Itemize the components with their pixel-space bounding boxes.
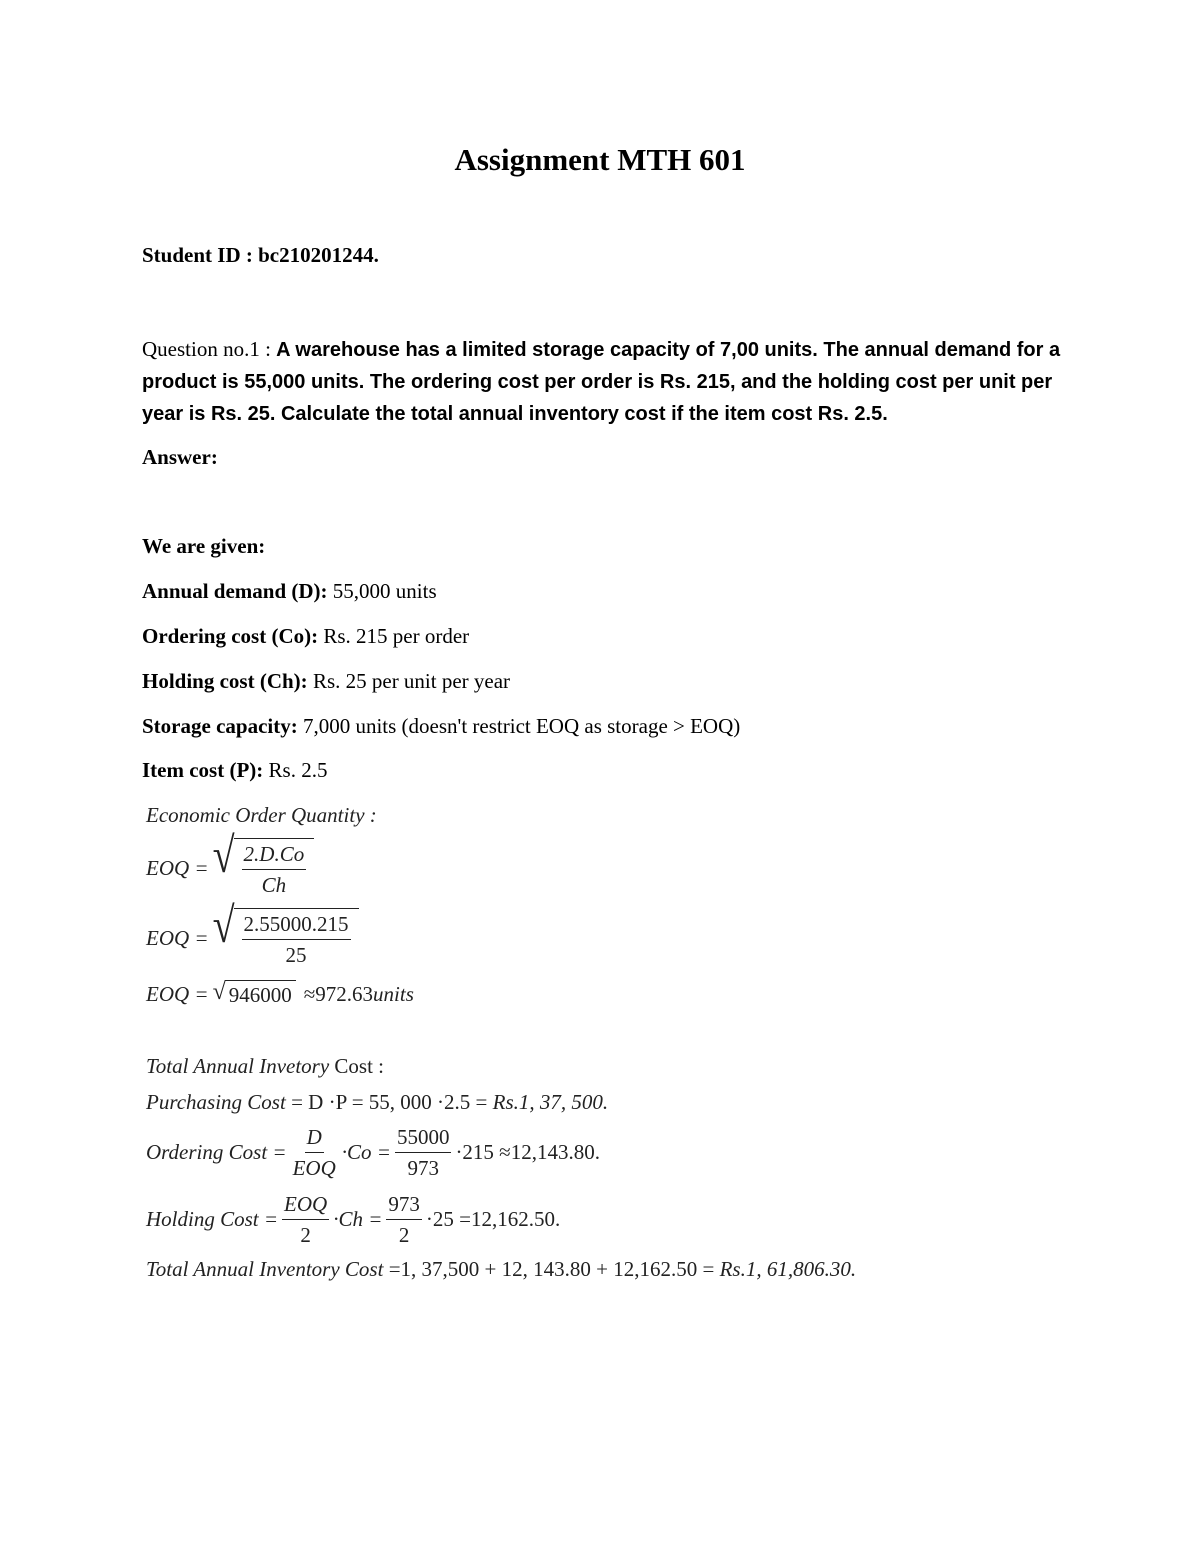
purchasing-result: Rs.1, 37, 500. [492, 1090, 609, 1114]
given-label-text: Ordering cost (Co): [142, 624, 319, 648]
given-holding-cost [142, 669, 510, 694]
total-expr: =1, 37,500 + 12, 143.80 + 12,162.50 = [388, 1257, 715, 1281]
ordering-fraction-2 [395, 1124, 452, 1181]
holding-cost-line [146, 1191, 560, 1248]
purchasing-cost-line [146, 1090, 608, 1115]
eoq-formula-denominator: Ch [261, 873, 287, 897]
holding-fraction [282, 1191, 329, 1248]
holding-denominator: 2 [300, 1223, 311, 1247]
eoq-lhs: EOQ = [146, 981, 209, 1006]
ordering-numerator: D [305, 1124, 324, 1153]
sqrt-symbol: √ $\frac{2.55000.215}{25}$ [213, 908, 359, 968]
given-value-text: Rs. 215 per order [323, 624, 470, 648]
given-value-text: 55,000 units [332, 579, 437, 603]
eoq-radicand: 946000 [225, 980, 296, 1008]
answer-label: Answer: [142, 445, 218, 469]
student-id-value: bc210201244. [258, 243, 379, 267]
given-label-text: Annual demand (D): [142, 579, 328, 603]
given-label-text: Storage capacity: [142, 714, 298, 738]
given-annual-demand [142, 579, 437, 604]
eoq-sub-fraction [242, 911, 351, 968]
given-value-text: Rs. 2.5 [268, 758, 328, 782]
student-id-line [142, 243, 379, 268]
ordering-label: Ordering Cost = [146, 1140, 287, 1164]
sqrt-symbol: √ 946000 [213, 980, 296, 1008]
eoq-result [146, 980, 414, 1008]
holding-fraction-2 [386, 1191, 422, 1248]
ordering-cost-line [146, 1124, 600, 1181]
page-title: Assignment MTH 601 [454, 142, 746, 177]
question-block [142, 334, 1072, 430]
given-ordering-cost [142, 624, 469, 649]
given-storage-capacity [142, 714, 740, 739]
eoq-heading: Economic Order Quantity : [146, 803, 377, 827]
given-value-text: Rs. 25 per unit per year [312, 669, 511, 693]
eoq-result-unit: units [373, 981, 414, 1006]
given-label-text: Item cost (P): [142, 758, 264, 782]
tic-heading-italic: Total Annual Invetory [146, 1054, 330, 1078]
tic-heading-plain: Cost : [334, 1054, 385, 1078]
given-value-text: 7,000 units (doesn't restrict EOQ as storage > EOQ) [302, 714, 741, 738]
eoq-lhs: EOQ = [146, 925, 209, 950]
holding-numerator-2: 973 [386, 1191, 422, 1220]
total-result: Rs.1, 61,806.30. [719, 1257, 857, 1281]
eoq-result-value: ≈972.63 [303, 981, 374, 1006]
holding-label: Holding Cost = [146, 1207, 279, 1231]
purchasing-label: Purchasing Cost [146, 1090, 286, 1114]
sqrt-symbol: √ $\frac{2.D.Co}{Ch}$ [213, 838, 315, 898]
eoq-formula [146, 826, 314, 898]
eoq-substitution [146, 896, 359, 968]
ordering-fraction [291, 1124, 338, 1181]
total-label: Total Annual Inventory Cost [146, 1257, 384, 1281]
question-text: A warehouse has a limited storage capacity of 7,00 units. The annual demand for a product is 55,000 units. The ordering cost per order is Rs. 215, and the holding cost per unit per year is Rs. 25. Calculate the total annual inventory cost if the item cost Rs. 2.5. [142, 339, 1061, 425]
holding-mid: ·Ch = [333, 1207, 383, 1231]
ordering-denominator-2: 973 [407, 1156, 439, 1180]
ordering-denominator: EOQ [292, 1156, 336, 1180]
given-item-cost [142, 758, 327, 783]
ordering-numerator-2: 55000 [395, 1124, 452, 1153]
eoq-sub-denominator: 25 [285, 943, 307, 967]
holding-tail: ·25 =12,162.50. [425, 1207, 561, 1231]
eoq-sub-numerator: 2.55000.215 [242, 911, 351, 940]
total-cost-line [146, 1257, 856, 1282]
purchasing-expr: = D ·P = 55, 000 ·2.5 = [291, 1090, 488, 1114]
given-label: We are given: [142, 534, 266, 558]
tic-heading [146, 1054, 384, 1079]
given-label-text: Holding cost (Ch): [142, 669, 308, 693]
holding-denominator-2: 2 [398, 1223, 410, 1247]
eoq-lhs: EOQ = [146, 855, 209, 880]
question-label: Question no.1 : [142, 337, 271, 361]
student-id-label: Student ID : [142, 243, 253, 267]
holding-numerator: EOQ [282, 1191, 329, 1220]
ordering-mid: ·Co = [341, 1140, 391, 1164]
ordering-tail: ·215 ≈12,143.80. [455, 1140, 600, 1164]
eoq-formula-numerator: 2.D.Co [242, 841, 307, 870]
eoq-fraction [242, 841, 307, 898]
